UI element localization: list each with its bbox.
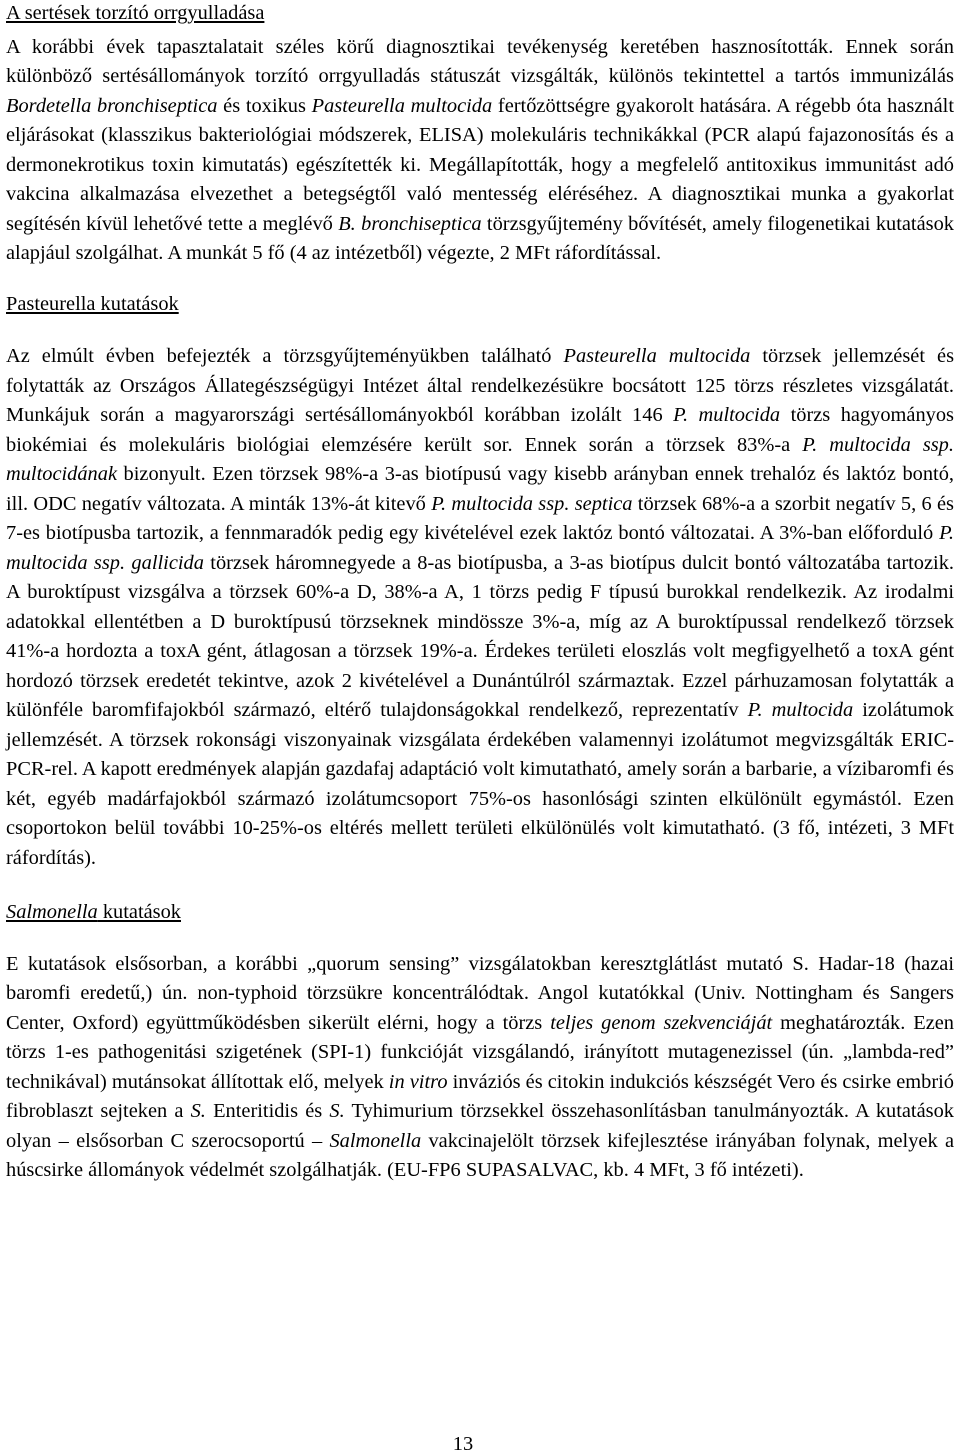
text-run: törzsgyűjtemény bővítését, amely filogenetikai kutatások alapjául szolgálhat. A munkát 5 fő (4 az intézetből) végezte, 2 MFt ráfordítással. <box>6 212 954 264</box>
italic-run: Salmonella <box>6 901 98 923</box>
paragraph-rhinitis <box>6 33 954 269</box>
paragraph-salmonella <box>6 950 954 1186</box>
italic-run: P. multocida ssp. septica <box>431 492 633 515</box>
italic-run: P. multocida <box>673 404 781 426</box>
italic-run: teljes genom szekvenciáját <box>550 1011 773 1034</box>
text-run: törzsek háromnegyede a 8-as biotípusba, a 3-as biotípus dulcit bontó változatába tartozik. A buroktípust vizsgálva a törzsek 60%-a D, 38%-a A, 1 törzs pedig F típusú burokkal rendelkezik. Az irodalmi adatokkal ellentétben a D buroktípusú törzseknek mindössze 3%-a, míg az A buroktípussal rendelkező törzsek 41%-a hordozta a toxA gént, átlagosan a törzsek 19%-a. Érdekes területi eloszlás volt megfigyelhető a toxA gént hordozó törzsek eredetét tekintve, azok 2 kivételével a Dunántúlról származtak. Ezzel párhuzamosan folytatták a különféle baromfifajokból származó, eltérő tulajdonságokkal rendelkező, reprezentatív <box>6 551 954 721</box>
text-run: izolátumok jellemzését. A törzsek rokonsági viszonyainak vizsgálata érdekében valamennyi izolátumot megvizsgálták ERIC-PCR-rel. A kapott eredmények alapján gazdafaj adaptáció volt kimutatható, amely során a barbarie, a vízibaromfi és két, egyéb madárfajokból származó izolátumcsoport 75%-os hasonlósági szinten elkülönült egymástól. Ezen csoportokon belül további 10-25%-os eltérés mellett területi elkülönülés volt kimutatható. (3 fő, intézeti, 3 MFt ráfordítás). <box>6 699 954 869</box>
italic-run: S. <box>190 1100 206 1122</box>
text-run: és toxikus <box>217 94 312 117</box>
italic-run: P. multocida <box>747 699 854 721</box>
text-run: vakcinajelölt törzsek kifejlesztése irányában folynak, melyek a húscsirke állományok védelmét szolgálhatják. (EU-FP6 SUPASALVAC, kb. 4 MFt, 3 fő intézeti). <box>6 1129 954 1181</box>
italic-run: P. multocida ssp. gallicida <box>6 522 954 574</box>
italic-run: S. <box>329 1100 345 1122</box>
text-run: Az elmúlt évben befejezték a törzsgyűjteményükben található <box>6 345 564 367</box>
text-run: meghatározták. Ezen törzs 1-es pathogenitási szigetének (SPI-1) funkcióját vizsgálandó, irányított mutagenezissel (ún. „lambda-red” technikával) mutánsokat állítottak elő, melyek <box>6 1011 955 1093</box>
italic-run: B. bronchiseptica <box>338 212 482 235</box>
paragraph-pasteurella <box>6 342 954 873</box>
document-page <box>6 0 954 1186</box>
section-heading-salmonella <box>6 898 954 928</box>
italic-run: Salmonella <box>329 1129 422 1152</box>
text-run: törzsek jellemzését és folytatták az Országos Állategészségügyi Intézet által rendelkezésükre bocsátott 125 törzs részletes vizsgálatát. Munkájuk során a magyarországi sertésállományokból korábban izolált 146 <box>6 345 955 426</box>
section-heading-rhinitis <box>6 0 954 29</box>
italic-run: in vitro <box>388 1070 448 1093</box>
text-run: Pasteurella kutatások <box>6 292 179 315</box>
italic-run: Pasteurella multocida <box>563 345 751 367</box>
text-run: törzsek 68%-a a szorbit negatív 5, 6 és 7-es biotípusba tartozik, a fennmaradók pedig egy kivételével ezek laktóz bontó változatai. A 3%-ban előforduló <box>6 492 954 544</box>
section-heading-pasteurella <box>6 290 954 320</box>
text-run: törzs hagyományos biokémiai és molekuláris biológiai elemzésére került sor. Ennek során a törzsek 83%-a <box>6 404 954 456</box>
text-run: A sertések torzító orrgyulladása <box>6 2 265 24</box>
italic-run: Pasteurella multocida <box>311 94 493 117</box>
text-run: fertőzöttségre gyakorolt hatására. A régebb óta használt eljárásokat (klasszikus bakteriológiai módszerek, ELISA) molekuláris technikákkal (PCR alapú fajazonosítás és a dermonekrotikus toxin kimutatás) egészítették ki. Megállapították, hogy a megfelelő antitoxikus immunitást adó vakcina alkalmazása elvezethet a betegségtől való mentesség eléréséhez. A diagnosztikai munka a gyakorlat segítésén kívül lehetővé tette a meglévő <box>6 94 954 235</box>
page-number: 13 <box>452 1433 474 1455</box>
text-run: bizonyult. Ezen törzsek 98%-a 3-as biotípusú vagy kisebb arányban ennek trehalóz és laktóz bontó, ill. ODC negatív változata. A minták 13%-át kitevő <box>6 463 954 515</box>
text-run: kutatások <box>97 901 181 923</box>
italic-run: Bordetella bronchiseptica <box>6 94 218 117</box>
text-run: inváziós és citokin indukciós készségét Vero és csirke embrió fibroblaszt sejteken a <box>6 1070 954 1122</box>
text-run: A korábbi évek tapasztalatait széles körű diagnosztikai tevékenység keretében hasznosították. Ennek során különböző sertésállományok torzító orrgyulladás státuszát vizsgálták, különös tekintettel a tartós immunizálás <box>6 35 954 87</box>
text-run: E kutatások elsősorban, a korábbi „quorum sensing” vizsgálatokban keresztglátlást mutató S. Hadar-18 (hazai baromfi eredetű,) ún. non-typhoid törzsükre koncentrálódtak. Angol kutatókkal (Univ. Nottingham és Sangers Center, Oxford) együttműködésben sikerült elérni, hogy a törzs <box>6 952 954 1034</box>
italic-run: P. multocida ssp. multocidának <box>6 433 954 485</box>
text-run: Enteritidis és <box>205 1100 330 1122</box>
text-run: Tyhimurium törzsekkel összehasonlításban tanulmányozták. A kutatások olyan – elsősorban C szerocsoportú – <box>6 1100 954 1152</box>
